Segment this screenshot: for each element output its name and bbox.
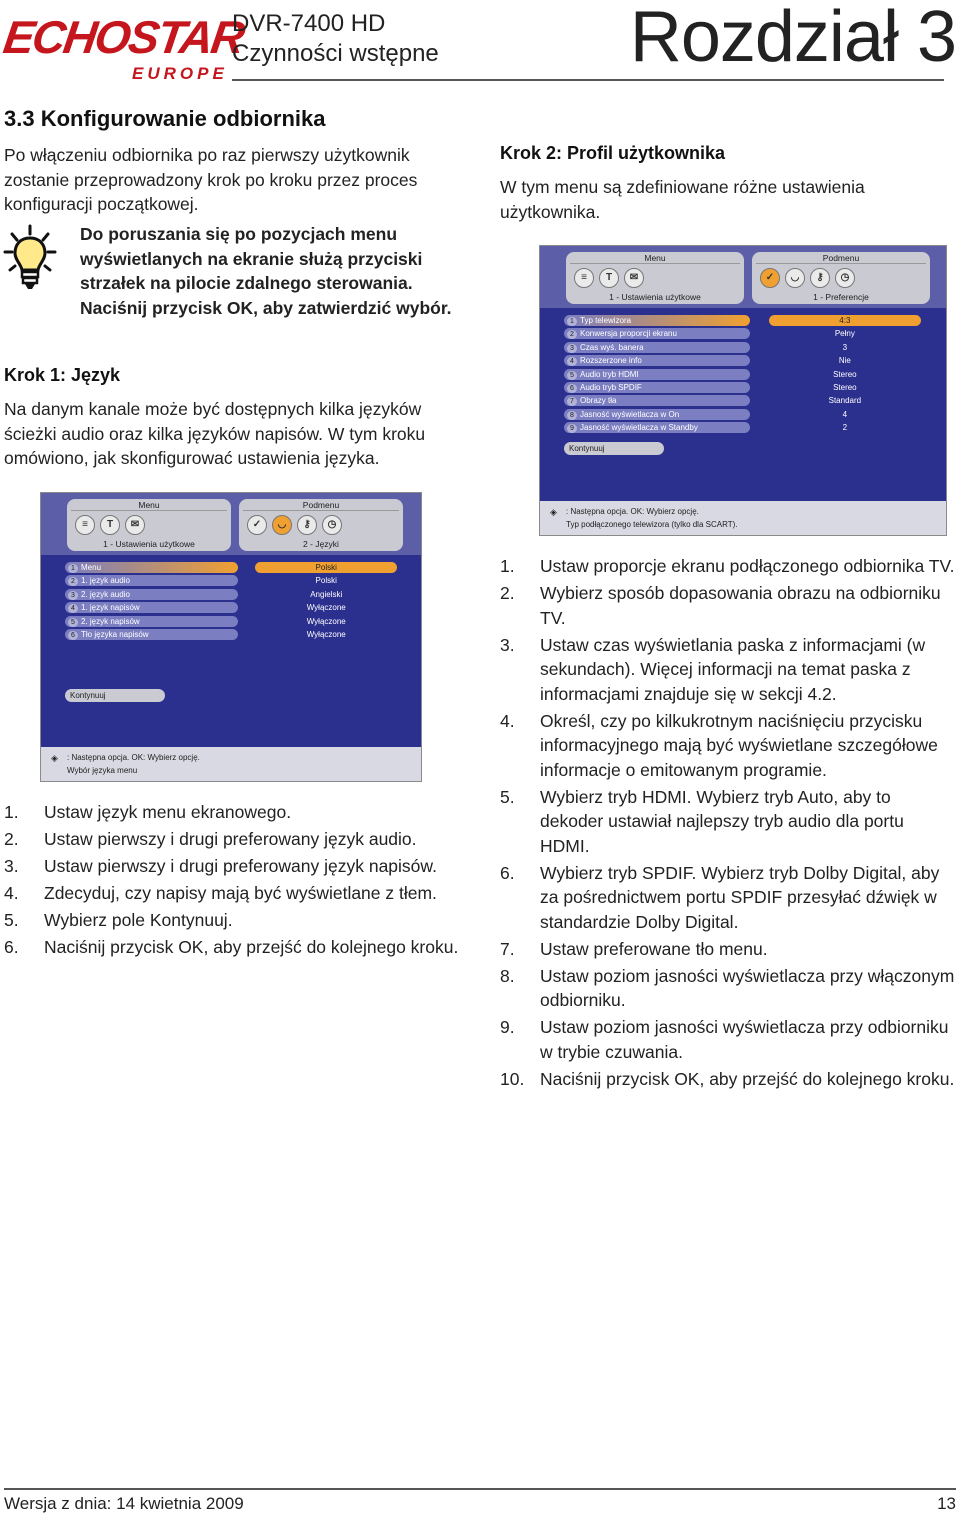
menu-row-value: Wyłączone bbox=[306, 616, 346, 626]
list-item bbox=[500, 554, 955, 579]
menu-row[interactable] bbox=[564, 354, 936, 367]
menu-row[interactable] bbox=[65, 574, 411, 587]
menu-row-text: Obrazy tła bbox=[580, 396, 617, 406]
menu-row-text: 2. język napisów bbox=[81, 616, 140, 626]
menu-row-number: 5 bbox=[68, 618, 78, 627]
menu-row-label bbox=[65, 616, 238, 627]
menu-row-value: 3 bbox=[842, 342, 848, 352]
list-item-number: 7. bbox=[500, 938, 515, 959]
list-item bbox=[500, 785, 955, 859]
menu-row-value: Nie bbox=[838, 356, 851, 366]
list-item-text: Określ, czy po kilkukrotnym naciśnięciu przycisku informacyjnego mają być wyświetlane szczegółowe informacje o emitowanym programie. bbox=[540, 710, 938, 780]
list-item-number: 1. bbox=[500, 556, 515, 576]
menu-row[interactable] bbox=[65, 601, 411, 614]
chapter-subtitle: Czynności wstępne bbox=[232, 40, 439, 67]
menu-icons bbox=[75, 515, 145, 535]
list-item-text: Zdecyduj, czy napisy mają być wyświetlane z tłem. bbox=[44, 883, 437, 903]
menu-row-label bbox=[564, 369, 750, 380]
panel-divider bbox=[570, 263, 740, 264]
submenu-icons bbox=[247, 515, 342, 535]
list-item-text: Ustaw czas wyświetlania paska z informacjami (w sekundach). Więcej informacji na temat paska z informacjami znajduje się w sekcji 4.2. bbox=[540, 634, 926, 704]
menu-row-number: 6 bbox=[68, 631, 78, 640]
menu-row-value: Stereo bbox=[833, 369, 857, 379]
profile-menu-screenshot bbox=[539, 245, 947, 536]
menu-row[interactable] bbox=[65, 588, 411, 601]
menu-row-number: 2 bbox=[567, 330, 577, 339]
help-line-2: Typ podłączonego telewizora (tylko dla SCART). bbox=[566, 520, 738, 529]
menu-row[interactable] bbox=[564, 381, 936, 394]
menu-row[interactable] bbox=[564, 327, 936, 340]
menu-row-label bbox=[65, 602, 238, 613]
submenu-panel-title: Podmenu bbox=[302, 500, 340, 510]
menu-panel-title: Menu bbox=[138, 500, 160, 510]
menu-row-label bbox=[564, 382, 750, 393]
menu-row[interactable] bbox=[65, 628, 411, 641]
menu-row-text: 2. język audio bbox=[81, 589, 130, 599]
menu-row-number: 5 bbox=[567, 371, 577, 380]
header-rule bbox=[232, 79, 944, 81]
panel-divider bbox=[756, 263, 926, 264]
list-item bbox=[4, 908, 474, 933]
list-item-text: Ustaw preferowane tło menu. bbox=[540, 938, 768, 959]
clock-icon: ◷ bbox=[835, 268, 855, 288]
mail-icon: ✉ bbox=[125, 515, 145, 535]
menu-topbar bbox=[41, 493, 421, 555]
menu-row[interactable] bbox=[65, 615, 411, 628]
menu-row-number: 3 bbox=[567, 344, 577, 353]
list-item bbox=[500, 709, 955, 783]
menu-row-number: 2 bbox=[68, 577, 78, 586]
menu-row-text: Rozszerzone info bbox=[580, 356, 642, 366]
menu-row-label bbox=[65, 629, 238, 640]
menu-row-number: 8 bbox=[567, 411, 577, 420]
menu-row-value: Standard bbox=[828, 396, 862, 406]
list-item-number: 3. bbox=[500, 634, 515, 655]
menu-row-label bbox=[564, 409, 750, 420]
list-item-text: Wybierz sposób dopasowania obrazu na odbiorniku TV. bbox=[540, 583, 941, 628]
list-item-text: Ustaw poziom jasności wyświetlacza przy włączonym odbiorniku. bbox=[540, 965, 955, 1010]
list-item-number: 9. bbox=[500, 1017, 515, 1037]
menu-row-value: Polski bbox=[315, 576, 337, 586]
settings-rows bbox=[564, 314, 936, 435]
list-item bbox=[500, 633, 955, 707]
menu-row[interactable] bbox=[564, 368, 936, 381]
menu-row-label bbox=[65, 562, 238, 573]
step1-list bbox=[4, 800, 474, 962]
list-icon: ≡ bbox=[574, 268, 594, 288]
menu-row-text: Menu bbox=[81, 563, 102, 572]
key-icon: ⚷ bbox=[810, 268, 830, 288]
menu-row-number: 1 bbox=[68, 564, 78, 573]
menu-row-value: Wyłączone bbox=[306, 603, 346, 613]
continue-button[interactable]: Kontynuuj bbox=[65, 689, 165, 702]
model-name: DVR-7400 HD bbox=[232, 10, 386, 37]
logo-subtext: EUROPE bbox=[132, 64, 228, 83]
lips-icon: ◡ bbox=[272, 515, 292, 535]
menu-icons bbox=[574, 268, 644, 288]
menu-row[interactable] bbox=[564, 341, 936, 354]
tools-icon: T bbox=[100, 515, 120, 535]
list-item-text: Ustaw pierwszy i drugi preferowany język napisów. bbox=[44, 856, 437, 876]
help-line-1: : Następna opcja. OK: Wybierz opcję. bbox=[67, 753, 200, 762]
list-item-text: Wybierz tryb HDMI. Wybierz tryb Auto, aby to dekoder ustawiał najlepszy tryb audio dla portu HDMI. bbox=[540, 786, 904, 856]
key-icon: ⚷ bbox=[297, 515, 317, 535]
list-item-number: 3. bbox=[4, 856, 19, 876]
list-item-number: 10. bbox=[500, 1068, 525, 1089]
step2-list bbox=[500, 554, 955, 1094]
step1-heading: Krok 1: Język bbox=[4, 365, 121, 385]
list-item bbox=[500, 937, 955, 962]
dpad-icon: ◈ bbox=[51, 753, 58, 763]
menu-row-text: Tło języka napisów bbox=[81, 629, 149, 639]
list-item-text: Naciśnij przycisk OK, aby przejść do kolejnego kroku. bbox=[540, 1068, 955, 1089]
menu-row[interactable] bbox=[564, 394, 936, 407]
echostar-logo bbox=[0, 11, 247, 86]
menu-row-label bbox=[564, 395, 750, 406]
list-item-number: 6. bbox=[500, 862, 515, 883]
menu-row-number: 9 bbox=[567, 424, 577, 433]
dpad-icon: ◈ bbox=[550, 507, 557, 517]
menu-row-value: Pełny bbox=[834, 329, 855, 339]
list-item bbox=[4, 827, 474, 852]
menu-row-value: Angielski bbox=[310, 589, 343, 599]
menu-row-text: 1. język napisów bbox=[81, 603, 140, 613]
menu-row-text: Jasność wyświetlacza w Standby bbox=[580, 423, 698, 433]
list-item-text: Ustaw język menu ekranowego. bbox=[44, 802, 292, 822]
menu-row-label bbox=[564, 328, 750, 339]
help-line-2: Wybór języka menu bbox=[67, 766, 138, 775]
list-item-number: 2. bbox=[4, 829, 19, 849]
menu-row-text: Typ telewizora bbox=[580, 316, 632, 325]
section-title: 3.3 Konfigurowanie odbiornika bbox=[4, 106, 326, 131]
list-item-text: Ustaw proporcje ekranu podłączonego odbiornika TV. bbox=[540, 556, 955, 576]
menu-row-value: Polski bbox=[255, 562, 397, 573]
menu-row-label bbox=[564, 355, 750, 366]
menu-row-text: Audio tryb HDMI bbox=[580, 369, 639, 379]
menu-row-number: 4 bbox=[567, 357, 577, 366]
menu-row-label bbox=[65, 575, 238, 586]
footer-version: Wersja z dnia: 14 kwietnia 2009 bbox=[4, 1494, 244, 1513]
chapter-title: Rozdział 3 bbox=[629, 0, 956, 77]
menu-row-number: 1 bbox=[567, 317, 577, 326]
page-number: 13 bbox=[937, 1494, 956, 1513]
help-bar bbox=[540, 501, 946, 535]
list-item bbox=[500, 861, 955, 935]
menu-row[interactable] bbox=[564, 408, 936, 421]
step1-paragraph: Na danym kanale może być dostępnych kilka języków ścieżki audio oraz kilka języków napisów. W tym kroku omówiono, jak skonfigurować ustawienia języka. bbox=[4, 399, 426, 468]
tip-text: Do poruszania się po pozycjach menu wyświetlanych na ekranie służą przyciski strzałek na pilocie zdalnego sterowania. Naciśnij przycisk OK, aby zatwierdzić wybór. bbox=[80, 224, 452, 318]
menu-row[interactable] bbox=[564, 314, 936, 327]
list-item-number: 6. bbox=[4, 937, 19, 957]
settings-rows bbox=[65, 561, 411, 641]
menu-panel-title: Menu bbox=[644, 253, 666, 263]
mail-icon: ✉ bbox=[624, 268, 644, 288]
continue-button[interactable]: Kontynuuj bbox=[564, 442, 664, 455]
menu-panel-subtitle: 1 - Ustawienia użytkowe bbox=[103, 539, 195, 549]
lightbulb-icon bbox=[2, 222, 68, 294]
list-item-number: 5. bbox=[500, 786, 515, 807]
list-item-number: 1. bbox=[4, 802, 19, 822]
menu-topbar bbox=[540, 246, 946, 308]
panel-divider bbox=[71, 510, 227, 511]
list-item bbox=[500, 964, 955, 1013]
menu-row-text: 1. język audio bbox=[81, 576, 130, 586]
list-item bbox=[4, 800, 474, 825]
submenu-panel bbox=[752, 252, 930, 304]
submenu-panel-title: Podmenu bbox=[822, 253, 860, 263]
menu-row-label bbox=[564, 315, 750, 326]
list-item-number: 4. bbox=[500, 710, 515, 731]
check-icon: ✓ bbox=[760, 268, 780, 288]
menu-row-text: Jasność wyświetlacza w On bbox=[580, 409, 680, 419]
list-item bbox=[500, 1015, 955, 1064]
list-item-text: Ustaw poziom jasności wyświetlacza przy odbiorniku w trybie czuwania. bbox=[540, 1017, 949, 1062]
intro-paragraph: Po włączeniu odbiornika po raz pierwszy użytkownik zostanie przeprowadzony krok po kroku przez proces konfiguracji początkowej. bbox=[4, 145, 418, 214]
footer-rule bbox=[4, 1488, 956, 1490]
list-item-number: 5. bbox=[4, 910, 19, 930]
logo-text: ECHOSTAR bbox=[0, 11, 247, 63]
menu-panel-subtitle: 1 - Ustawienia użytkowe bbox=[609, 292, 701, 302]
menu-row-number: 7 bbox=[567, 397, 577, 406]
submenu-panel bbox=[239, 499, 403, 551]
menu-row-number: 4 bbox=[68, 604, 78, 613]
help-line-1: : Następna opcja. OK: Wybierz opcję. bbox=[566, 507, 699, 516]
list-item bbox=[4, 854, 474, 879]
menu-row-value: 4:3 bbox=[769, 315, 922, 326]
list-item bbox=[500, 1067, 955, 1092]
list-item bbox=[500, 581, 955, 630]
menu-row-number: 6 bbox=[567, 384, 577, 393]
menu-row-label bbox=[65, 589, 238, 600]
menu-row-label bbox=[564, 342, 750, 353]
clock-icon: ◷ bbox=[322, 515, 342, 535]
list-item-number: 8. bbox=[500, 965, 515, 986]
list-item-text: Naciśnij przycisk OK, aby przejść do kolejnego kroku. bbox=[44, 937, 459, 957]
menu-row-value: Wyłączone bbox=[306, 629, 346, 639]
language-menu-screenshot bbox=[40, 492, 422, 782]
submenu-panel-subtitle: 1 - Preferencje bbox=[813, 292, 869, 302]
list-item-text: Ustaw pierwszy i drugi preferowany język audio. bbox=[44, 829, 417, 849]
submenu-panel-subtitle: 2 - Języki bbox=[303, 539, 339, 549]
lips-icon: ◡ bbox=[785, 268, 805, 288]
step2-paragraph: W tym menu są zdefiniowane różne ustawienia użytkownika. bbox=[500, 177, 865, 222]
menu-row[interactable] bbox=[65, 561, 411, 574]
help-bar bbox=[41, 747, 421, 781]
submenu-icons bbox=[760, 268, 855, 288]
menu-row-value: 2 bbox=[842, 423, 848, 433]
step2-heading: Krok 2: Profil użytkownika bbox=[500, 143, 726, 163]
menu-panel bbox=[67, 499, 231, 551]
menu-row-label bbox=[564, 422, 750, 433]
menu-panel bbox=[566, 252, 744, 304]
check-icon: ✓ bbox=[247, 515, 267, 535]
list-icon: ≡ bbox=[75, 515, 95, 535]
menu-row-text: Czas wyś. banera bbox=[580, 342, 644, 352]
list-item-text: Wybierz pole Kontynuuj. bbox=[44, 910, 233, 930]
list-item-number: 2. bbox=[500, 583, 515, 603]
menu-row-value: 4 bbox=[842, 409, 848, 419]
list-item-number: 4. bbox=[4, 883, 19, 903]
list-item bbox=[4, 881, 474, 906]
tools-icon: T bbox=[599, 268, 619, 288]
list-item-text: Wybierz tryb SPDIF. Wybierz tryb Dolby Digital, aby za pośrednictwem portu SPDIF przesyłać dźwięk w standardzie Dolby Digital. bbox=[540, 862, 940, 932]
menu-row-text: Audio tryb SPDIF bbox=[580, 382, 642, 392]
menu-row-text: Konwersja proporcji ekranu bbox=[580, 329, 677, 339]
menu-row[interactable] bbox=[564, 421, 936, 434]
list-item bbox=[4, 935, 474, 960]
menu-row-value: Stereo bbox=[833, 382, 857, 392]
menu-row-number: 3 bbox=[68, 591, 78, 600]
panel-divider bbox=[243, 510, 399, 511]
